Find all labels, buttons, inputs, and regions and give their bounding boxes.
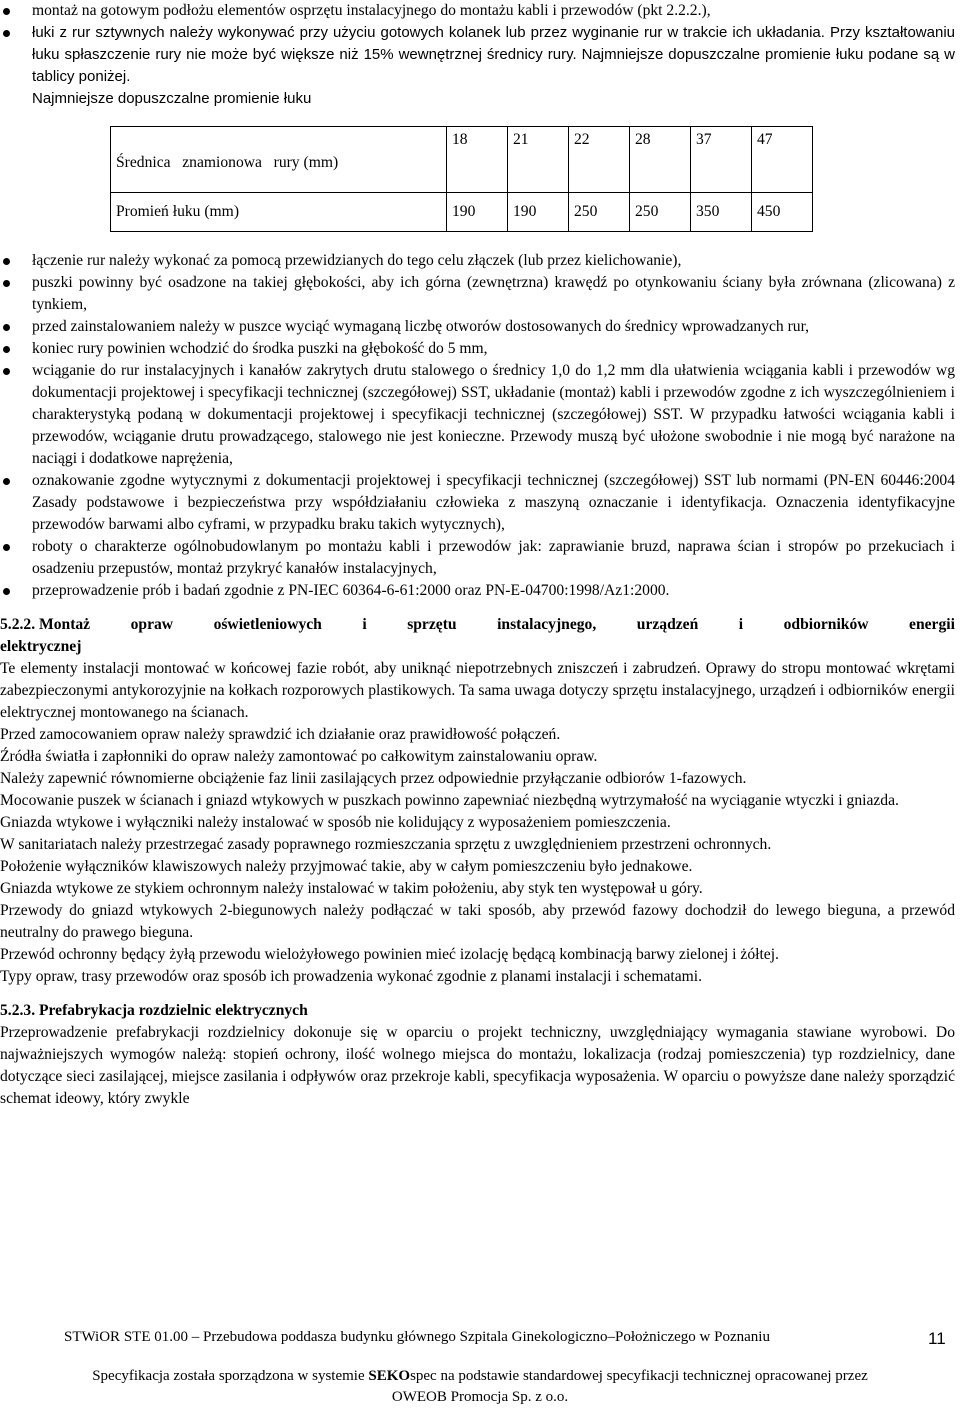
section-5-2-3	[0, 1000, 955, 1110]
heading-word: odbiorników	[783, 616, 869, 633]
section-number: 5.2.2.	[0, 616, 36, 633]
section-heading	[0, 614, 955, 636]
paragraph: Te elementy instalacji montować w końcowej fazie robót, aby uniknąć niepotrzebnych zniszczeń i zabrudzeń. Oprawy do stropu montować wkrętami zabezpieczonymi antykorozyjnie na kołkach rozporowych plastikowych. Ta sama uwaga dotyczy sprzętu instalacyjnego, urządzeń i odbiorników energii elektrycznej montowanego na ścianach.	[0, 660, 955, 721]
list-item	[0, 338, 955, 360]
footer-document-title: STWiOR STE 01.00 – Przebudowa poddasza budynku głównego Szpitala Ginekologiczno–Położniczego w Poznaniu	[64, 1329, 770, 1345]
paragraph: Przewody do gniazd wtykowych 2-biegunowych należy podłączać w taki sposób, aby przewód fazowy dochodził do lewego bieguna, a przewód neutralny do prawego bieguna.	[0, 902, 955, 941]
paragraph: Gniazda wtykowe i wyłączniki należy instalować w sposób nie kolidujący z wyposażeniem pomieszczenia.	[0, 814, 671, 831]
table-row	[111, 127, 813, 193]
list-item	[0, 580, 955, 602]
list-item-text: łączenie rur należy wykonać za pomocą przewidzianych do tego celu złączek (lub przez kielichowanie),	[32, 252, 682, 269]
list-item-text: puszki powinny być osadzone na takiej głębokości, aby ich górna (zewnętrzna) krawędź po otynkowaniu ściany była zrównana (zlicowana) z tynkiem,	[32, 274, 955, 313]
paragraph: Przed zamocowaniem opraw należy sprawdzić ich działanie oraz prawidłowość połączeń.	[0, 726, 561, 743]
section-heading	[0, 1000, 955, 1022]
table-cell: 190	[508, 193, 569, 232]
table-cell: 21	[508, 127, 569, 193]
heading-word: sprzętu	[407, 616, 457, 633]
table-cell: 28	[630, 127, 691, 193]
paragraph: Gniazda wtykowe ze stykiem ochronnym należy instalować w takim położeniu, aby styk ten występował u góry.	[0, 880, 703, 897]
footer-brand: SEKO	[368, 1368, 411, 1384]
list-item	[0, 0, 955, 22]
table-cell: 22	[569, 127, 630, 193]
table-cell: 250	[569, 193, 630, 232]
heading-word: oświetleniowych	[213, 616, 322, 633]
list-item	[0, 316, 955, 338]
page-number: 11	[928, 1329, 946, 1348]
bullet-list-top	[0, 0, 955, 88]
paragraph: Położenie wyłączników klawiszowych należy przyjmować takie, aby w całym pomieszczeniu było jednakowe.	[0, 858, 693, 875]
heading-word: urządzeń	[636, 616, 699, 633]
footer-note-text: Specyfikacja została sporządzona w systemie	[92, 1368, 369, 1384]
paragraph: Przewód ochronny będący żyłą przewodu wielożyłowego powinien mieć izolację będącą kombinacją barwy zielonej i żółtej.	[0, 946, 779, 963]
table-cell: 37	[691, 127, 752, 193]
bullet-list-main	[0, 250, 955, 602]
list-item	[0, 536, 955, 580]
section-title: Prefabrykacja rozdzielnic elektrycznych	[39, 1002, 308, 1019]
list-item-text: oznakowanie zgodne wytycznymi z dokumentacji projektowej i specyfikacji technicznej (szczegółowej) SST lub normami (PN-EN 60446:2004 Zasady podstawowe i bezpieczeństwa przy współdziałaniu człowieka z maszyną oznaczanie i identyfikacja. Oznaczenia identyfikacyjne przewodów barwami albo cyframi, w przypadku braku takich wytycznych),	[32, 472, 955, 533]
table-cell: 190	[447, 193, 508, 232]
table-cell-label: Średnica znamionowa rury (mm)	[111, 127, 447, 193]
list-item	[0, 272, 955, 316]
table-row	[111, 193, 813, 232]
table-cell: 47	[752, 127, 813, 193]
list-item	[0, 470, 955, 536]
table-cell: 18	[447, 127, 508, 193]
bend-radius-table	[110, 126, 813, 232]
paragraph: Źródła światła i zapłonniki do opraw należy zamontować po całkowitym zainstalowaniu opraw.	[0, 748, 598, 765]
list-item-text: przeprowadzenie prób i badań zgodnie z PN-IEC 60364-6-61:2000 oraz PN-E-04700:1998/Az1:2000.	[32, 582, 670, 599]
list-item-text: przed zainstalowaniem należy w puszce wyciąć wymaganą liczbę otworów dostosowanych do średnicy wprowadzanych rur,	[32, 318, 810, 335]
list-item	[0, 250, 955, 272]
paragraph: Mocowanie puszek w ścianach i gniazd wtykowych w puszkach powinno zapewniać niezbędną wytrzymałość na wyciąganie wtyczki i gniazda.	[0, 792, 899, 809]
section-number: 5.2.3.	[0, 1002, 36, 1019]
paragraph: Przeprowadzenie prefabrykacji rozdzielnicy dokonuje się w oparciu o projekt techniczny, uwzględniający wymagania stawiane wyrobowi. Do najważniejszych wymogów należą: stopień ochrony, ilość wolnego miejsca do montażu, lokalizacja (rodzaj pomieszczenia) typ rozdzielnicy, dane dotyczące sieci zasilającej, miejsce zasilania i odpływów oraz przekroje kabli, specyfikacja wyposażenia. W oparciu o powyższe dane należy sporządzić schemat ideowy, który zwykle	[0, 1024, 955, 1107]
paragraph: W sanitariatach należy przestrzegać zasady poprawnego rozmieszczania sprzętu z uwzględnieniem przestrzeni ochronnych.	[0, 836, 772, 853]
heading-word: i	[738, 616, 744, 633]
heading-word: energii	[909, 616, 955, 633]
list-item	[0, 22, 955, 88]
table-cell-label: Promień łuku (mm)	[111, 193, 447, 232]
list-item-text: roboty o charakterze ogólnobudowlanym po montażu kabli i przewodów jak: zaprawianie bruzd, naprawa ścian i stropów po przekuciach i osadzeniu przepustów, montaż przykryć kanałów instalacyjnych,	[32, 538, 955, 577]
table-cell: 450	[752, 193, 813, 232]
heading-word: Montaż	[39, 616, 91, 633]
paragraph: Typy opraw, trasy przewodów oraz sposób ich prowadzenia wykonać zgodnie z planami instalacji i schematami.	[0, 968, 702, 985]
heading-word: instalacyjnego,	[497, 616, 597, 633]
list-item-text: koniec rury powinien wchodzić do środka puszki na głębokość do 5 mm,	[32, 340, 488, 357]
section-5-2-2	[0, 614, 955, 988]
paragraph: Należy zapewnić równomierne obciążenie faz linii zasilających przez odpowiednie przyłączanie odbiorów 1-fazowych.	[0, 770, 747, 787]
footer-publisher: OWEOB Promocja Sp. z o.o.	[391, 1389, 569, 1405]
footer-note	[0, 1366, 960, 1408]
list-item-text: łuki z rur sztywnych należy wykonywać przy użyciu gotowych kolanek lub przez wyginanie rur w trakcie ich układania. Przy kształtowaniu łuku spłaszczenie rury nie może być większe niż 15% wewnętrznej średnicy rury. Najmniejsze dopuszczalne promienie łuku podane są w tablicy poniżej.	[32, 24, 955, 85]
section-heading-cont: elektrycznej	[0, 638, 82, 655]
list-item-text: wciąganie do rur instalacyjnych i kanałów zakrytych drutu stalowego o średnicy 1,0 do 1,2 mm dla ułatwienia wciągania kabli i przewodów wg dokumentacji projektowej i specyfikacji technicznej (szczegółowej) SST, układanie (montaż) kabli i przewodów zgodne z ich wyszczególnieniem i charakterystyką podaną w dokumentacji projektowej i specyfikacji technicznej (szczegółowej) SST. W przypadku łatwości wciągania kabli i przewodów, wciąganie drutu prowadzącego, stalowego nie jest konieczne. Przewody muszą być ułożone swobodnie i nie mogą być narażone na naciągi i dodatkowe naprężenia,	[32, 362, 955, 467]
table-caption: Najmniejsze dopuszczalne promienie łuku	[32, 90, 312, 107]
table-cell: 250	[630, 193, 691, 232]
heading-word: i	[362, 616, 367, 633]
footer-note-text: spec na podstawie standardowej specyfikacji technicznej opracowanej przez	[410, 1368, 868, 1384]
list-item-text: montaż na gotowym podłożu elementów osprzętu instalacyjnego do montażu kabli i przewodów (pkt 2.2.2.),	[32, 2, 711, 19]
table-cell: 350	[691, 193, 752, 232]
list-item	[0, 360, 955, 470]
heading-word: opraw	[130, 616, 174, 633]
